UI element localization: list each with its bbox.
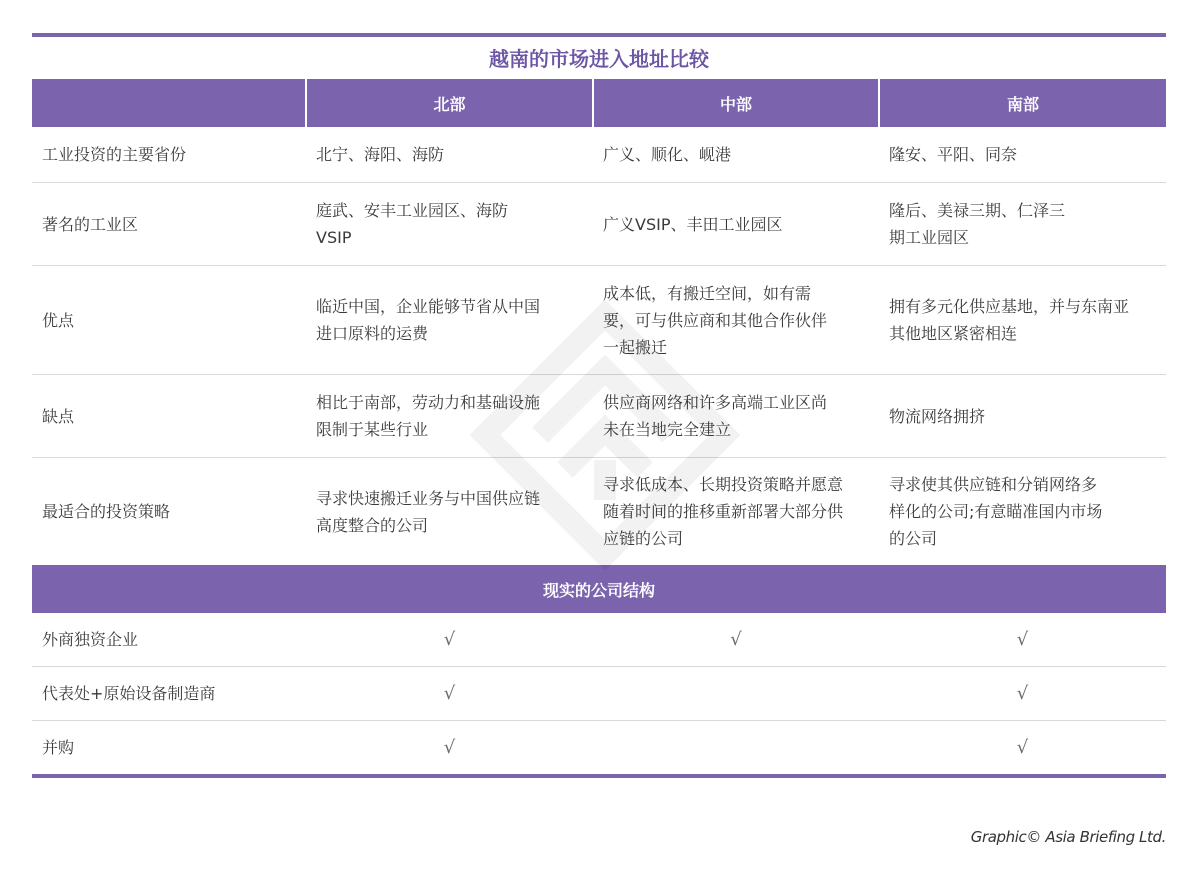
footer-credit: Graphic© Asia Briefing Ltd.	[970, 828, 1166, 846]
row-label: 优点	[32, 266, 306, 375]
table-row	[32, 458, 1166, 566]
structure-label: 并购	[42, 738, 75, 757]
section-header-row	[32, 565, 1166, 613]
check-mark: √	[879, 667, 1166, 721]
structure-row	[32, 667, 1166, 721]
page-title: 越南的市场进入地址比较	[489, 47, 709, 71]
table-row	[32, 127, 1166, 183]
structure-label: 代表处+原始设备制造商	[32, 667, 306, 721]
check-mark	[593, 667, 879, 721]
header-north: 北部	[306, 79, 593, 127]
table-cell: 相比于南部，劳动力和基础设施限制于某些行业	[306, 375, 593, 458]
check-mark: √	[306, 667, 593, 721]
table-row	[32, 266, 1166, 375]
check-mark	[593, 721, 879, 775]
comparison-table	[32, 79, 1166, 774]
header-south: 南部	[879, 79, 1166, 127]
row-label: 著名的工业区	[32, 183, 306, 266]
table-cell: 隆后、美禄三期、仁泽三期工业园区	[879, 183, 1166, 266]
table-cell: 广义VSIP、丰田工业园区	[593, 183, 879, 266]
check-mark: √	[306, 613, 593, 667]
header-central: 中部	[593, 79, 879, 127]
header-row	[32, 79, 1166, 127]
check-mark: √	[593, 613, 879, 667]
table-cell: 临近中国，企业能够节省从中国进口原料的运费	[306, 266, 593, 375]
table-cell: 寻求低成本、长期投资策略并愿意随着时间的推移重新部署大部分供应链的公司	[603, 475, 844, 548]
structure-label: 外商独资企业	[32, 613, 306, 667]
table-cell: 寻求使其供应链和分销网络多样化的公司;有意瞄准国内市场的公司	[889, 475, 1103, 548]
table-cell: 广义、顺化、岘港	[593, 127, 879, 183]
comparison-table-frame	[32, 33, 1166, 778]
structure-row	[32, 721, 1166, 775]
check-mark: √	[1016, 737, 1029, 758]
table-cell: 隆安、平阳、同奈	[879, 127, 1166, 183]
section-title: 现实的公司结构	[32, 565, 1166, 613]
table-cell: 供应商网络和许多高端工业区尚未在当地完全建立	[593, 375, 879, 458]
bottom-rule	[32, 774, 1166, 778]
table-cell: 北宁、海阳、海防	[306, 127, 593, 183]
header-blank	[32, 79, 306, 127]
structure-row	[32, 613, 1166, 667]
check-mark: √	[443, 737, 456, 758]
table-row	[32, 375, 1166, 458]
check-mark: √	[879, 613, 1166, 667]
table-cell: 寻求快速搬迁业务与中国供应链高度整合的公司	[316, 488, 541, 535]
row-label: 最适合的投资策略	[42, 502, 171, 521]
table-cell: 庭武、安丰工业园区、海防VSIP	[306, 183, 593, 266]
table-row	[32, 183, 1166, 266]
table-cell: 成本低，有搬迁空间，如有需要，可与供应商和其他合作伙伴一起搬迁	[593, 266, 879, 375]
table-cell: 拥有多元化供应基地，并与东南亚其他地区紧密相连	[879, 266, 1166, 375]
table-cell: 物流网络拥挤	[879, 375, 1166, 458]
row-label: 缺点	[32, 375, 306, 458]
row-label: 工业投资的主要省份	[32, 127, 306, 183]
